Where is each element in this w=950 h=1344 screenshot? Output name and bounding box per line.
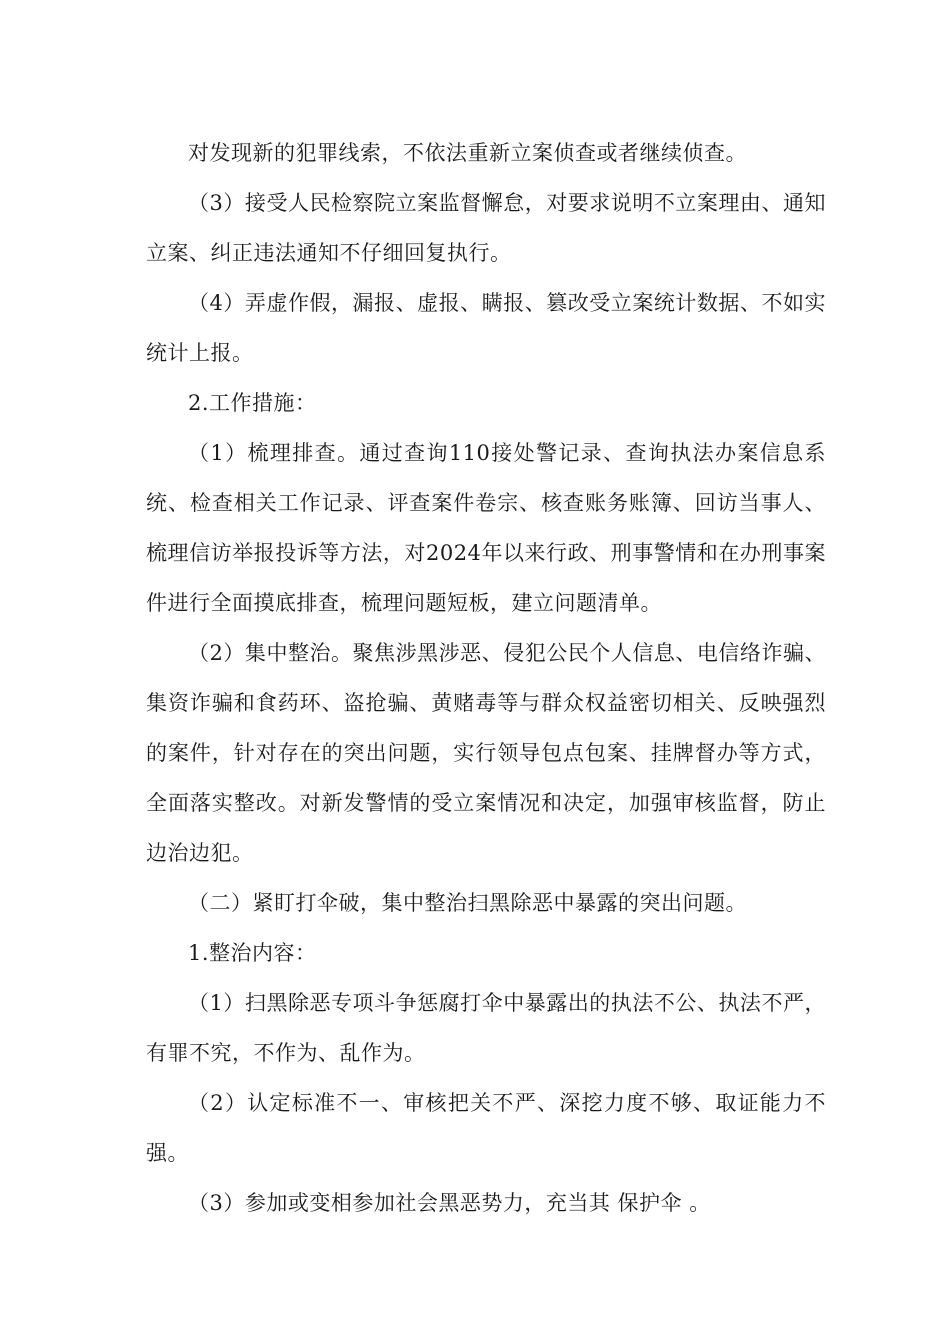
document-body	[146, 128, 826, 1228]
paragraph-8: 1.整治内容：	[188, 941, 317, 965]
paragraph-1: 对发现新的犯罪线索，不依法重新立案侦查或者继续侦查。	[188, 141, 747, 165]
paragraph-10: （2）认定标准不一、审核把关不严、深挖力度不够、取证能力不强。	[146, 1091, 826, 1165]
paragraph-3: （4）弄虚作假，漏报、虚报、瞒报、篡改受立案统计数据、不如实统计上报。	[146, 291, 826, 365]
paragraph-6: （2）集中整治。聚焦涉黑涉恶、侵犯公民个人信息、电信络诈骗、集资诈骗和食药环、盗抢骗、黄赌毒等与群众权益密切相关、反映强烈的案件，针对存在的突出问题，实行领导包点包案、挂牌督办等方式，全面落实整改。对新发警情的受立案情况和决定，加强审核监督，防止边治边犯。	[146, 641, 826, 865]
paragraph-9: （1）扫黑除恶专项斗争惩腐打伞中暴露出的执法不公、执法不严，有罪不究，不作为、乱作为。	[146, 991, 826, 1065]
paragraph-4: 2.工作措施：	[188, 391, 317, 415]
paragraph-11: （3）参加或变相参加社会黑恶势力，充当其 保护伞 。	[188, 1191, 711, 1215]
paragraph-5: （1）梳理排查。通过查询110接处警记录、查询执法办案信息系统、检查相关工作记录、评查案件卷宗、核查账务账簿、回访当事人、梳理信访举报投诉等方法，对2024年以来行政、刑事警情和在办刑事案件进行全面摸底排查，梳理问题短板，建立问题清单。	[146, 441, 826, 615]
paragraph-7: （二）紧盯打伞破，集中整治扫黑除恶中暴露的突出问题。	[188, 891, 747, 915]
paragraph-2: （3）接受人民检察院立案监督懈怠，对要求说明不立案理由、通知立案、纠正违法通知不仔细回复执行。	[146, 191, 826, 265]
